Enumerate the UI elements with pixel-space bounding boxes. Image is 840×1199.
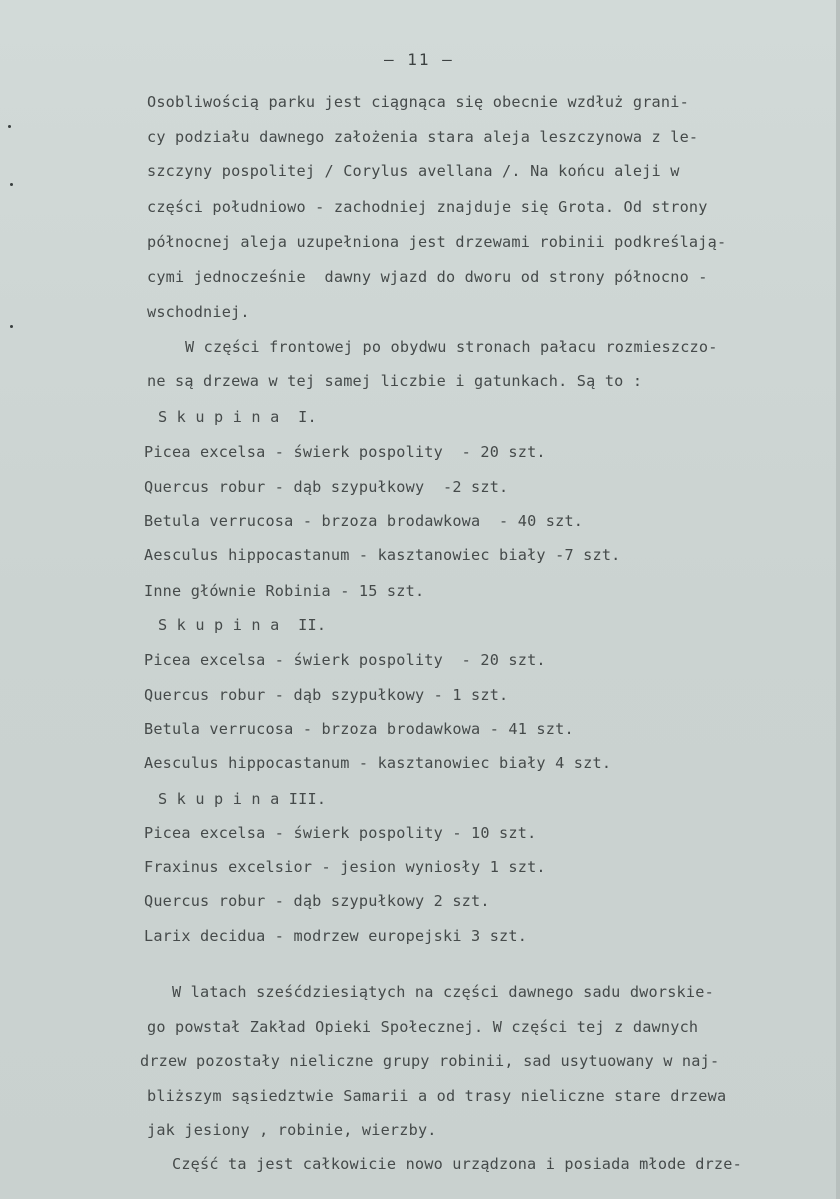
group-heading: S k u p i n a III. xyxy=(158,790,327,808)
text-line: północnej aleja uzupełniona jest drzewami robinii podkreślają- xyxy=(147,233,727,251)
text-line: bliższym sąsiedztwie Samarii a od trasy nieliczne stare drzewa xyxy=(147,1087,727,1105)
text-line: cy podziału dawnego założenia stara aleja leszczynowa z le- xyxy=(147,128,699,146)
margin-mark xyxy=(10,325,13,328)
group-heading: S k u p i n a I. xyxy=(158,408,317,426)
margin-mark xyxy=(8,125,11,128)
list-item: Inne głównie Robinia - 15 szt. xyxy=(144,582,425,600)
list-item: Picea excelsa - świerk pospolity - 20 szt. xyxy=(144,651,546,669)
text-line: go powstał Zakład Opieki Społecznej. W części tej z dawnych xyxy=(147,1018,699,1036)
list-item: Picea excelsa - świerk pospolity - 10 szt. xyxy=(144,824,537,842)
page-number: – 11 – xyxy=(384,50,454,69)
list-item: Larix decidua - modrzew europejski 3 szt. xyxy=(144,927,528,945)
text-line: W części frontowej po obydwu stronach pałacu rozmieszczo- xyxy=(185,338,718,356)
list-item: Fraxinus excelsior - jesion wyniosły 1 szt. xyxy=(144,858,546,876)
list-item: Betula verrucosa - brzoza brodawkowa - 41 szt. xyxy=(144,720,574,738)
text-line: wschodniej. xyxy=(147,303,250,321)
group-heading: S k u p i n a II. xyxy=(158,616,327,634)
text-line: cymi jednocześnie dawny wjazd do dworu od strony północno - xyxy=(147,268,708,286)
text-line: części południowo - zachodniej znajduje się Grota. Od strony xyxy=(147,198,708,216)
text-line: W latach sześćdziesiątych na części dawnego sadu dworskie- xyxy=(172,983,714,1001)
list-item: Quercus robur - dąb szypułkowy 2 szt. xyxy=(144,892,490,910)
list-item: Quercus robur - dąb szypułkowy -2 szt. xyxy=(144,478,509,496)
list-item: Aesculus hippocastanum - kasztanowiec biały -7 szt. xyxy=(144,546,621,564)
text-line: Część ta jest całkowicie nowo urządzona i posiada młode drze- xyxy=(172,1155,742,1173)
text-line: drzew pozostały nieliczne grupy robinii, sad usytuowany w naj- xyxy=(140,1052,720,1070)
list-item: Aesculus hippocastanum - kasztanowiec biały 4 szt. xyxy=(144,754,612,772)
page-edge xyxy=(836,0,840,1199)
text-line: Osobliwością parku jest ciągnąca się obecnie wzdłuż grani- xyxy=(147,93,689,111)
list-item: Quercus robur - dąb szypułkowy - 1 szt. xyxy=(144,686,509,704)
margin-mark xyxy=(10,183,13,186)
text-line: szczyny pospolitej / Corylus avellana /. Na końcu aleji w xyxy=(147,162,680,180)
list-item: Betula verrucosa - brzoza brodawkowa - 40 szt. xyxy=(144,512,584,530)
text-line: jak jesiony , robinie, wierzby. xyxy=(147,1121,437,1139)
list-item: Picea excelsa - świerk pospolity - 20 szt. xyxy=(144,443,546,461)
text-line: ne są drzewa w tej samej liczbie i gatunkach. Są to : xyxy=(147,372,643,390)
